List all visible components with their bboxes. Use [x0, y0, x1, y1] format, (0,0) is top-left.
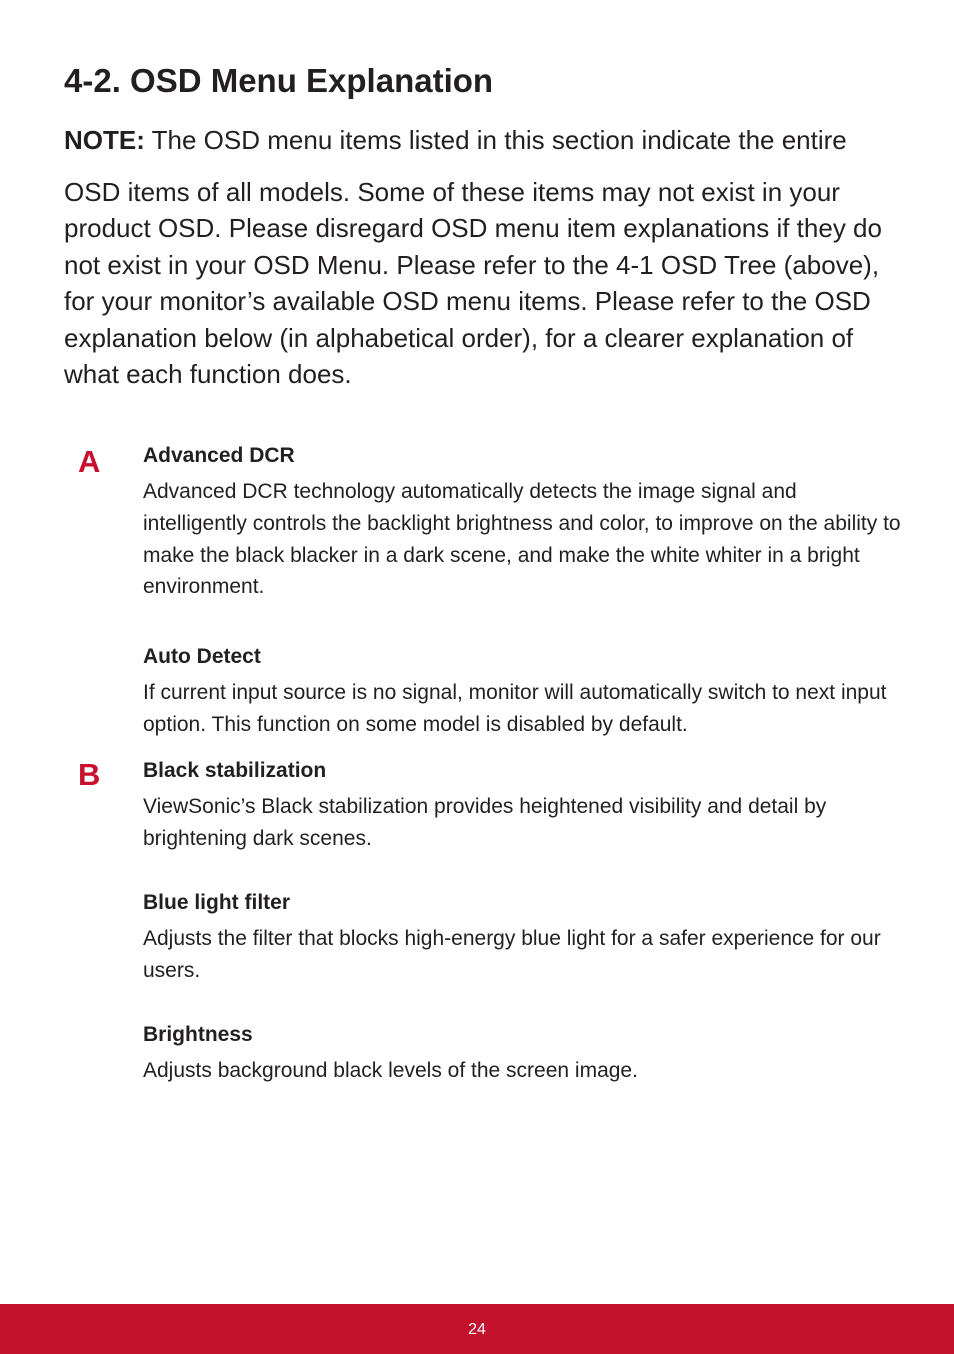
entry-title: Black stabilization [143, 759, 327, 782]
entry-auto-detect [143, 642, 903, 741]
entry-description: If current input source is no signal, monitor will automatically switch to next input option. This function on some model is disabled by default. [143, 681, 887, 736]
note-label: NOTE: [64, 125, 145, 155]
entry-title: Brightness [143, 1023, 253, 1046]
entry-brightness [143, 1020, 903, 1087]
page-number: 24 [468, 1321, 486, 1338]
entry-black-stabilization [143, 756, 903, 855]
entry-title: Auto Detect [143, 645, 261, 668]
page-title: 4-2. OSD Menu Explanation [64, 62, 494, 99]
note-first-line [64, 120, 847, 160]
footer-bar [0, 1304, 954, 1354]
entry-title: Advanced DCR [143, 444, 295, 467]
entry-description: Adjusts the filter that blocks high-energy blue light for a safer experience for our users. [143, 927, 881, 982]
entry-blue-light-filter [143, 888, 903, 987]
note-body: OSD items of all models. Some of these items may not exist in your product OSD. Please disregard OSD menu item explanations if they do not exist in your OSD Menu. Please refer to the 4-1 OSD Tree (above), for your monitor’s available OSD menu items. Please refer to the OSD explanation below (in alphabetical order), for a clearer explanation of what each function does. [64, 177, 882, 390]
index-letter-b: B [78, 757, 101, 792]
entry-description: Advanced DCR technology automatically detects the image signal and intelligently controls the backlight brightness and color, to improve on the ability to make the black blacker in a dark scene, and make the white whiter in a bright environment. [143, 480, 901, 599]
entry-description: Adjusts background black levels of the screen image. [143, 1059, 638, 1082]
entry-description: ViewSonic’s Black stabilization provides heightened visibility and detail by brightening dark scenes. [143, 795, 827, 850]
entry-title: Blue light filter [143, 891, 290, 914]
note-first-text: The OSD menu items listed in this section indicate the entire [144, 125, 847, 155]
index-letter-a: A [78, 444, 101, 479]
entry-advanced-dcr [143, 441, 903, 603]
